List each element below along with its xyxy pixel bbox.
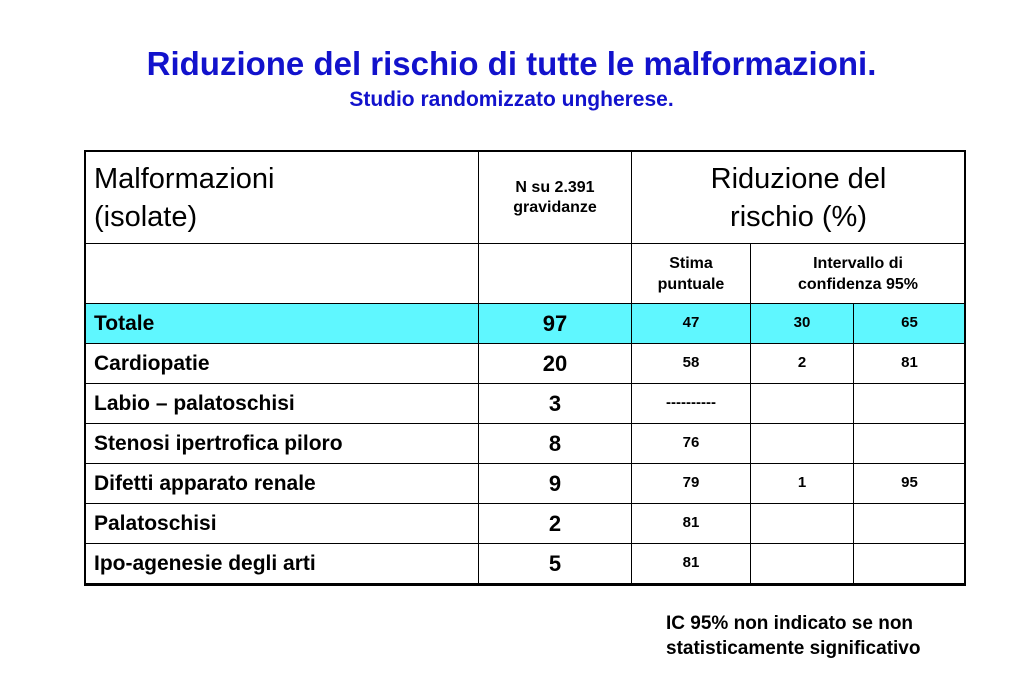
row-ic-low [751,504,854,544]
subheader-intervallo-line2: confidenza 95% [798,275,919,293]
row-ic-high: 81 [854,344,966,384]
row-stima: 76 [632,424,751,464]
row-stima: 81 [632,504,751,544]
row-n: 97 [479,304,632,344]
slide-subtitle: Studio randomizzato ungherese. [349,88,674,111]
table-row [86,544,966,584]
header-riduzione-line2: rischio (%) [730,200,867,233]
row-n: 5 [479,544,632,584]
subheader-intervallo-line1: Intervallo di [813,254,903,272]
row-ic-low: 30 [751,304,854,344]
table-row [86,424,966,464]
row-name: Labio – palatoschisi [86,384,479,424]
row-stima: 81 [632,544,751,584]
row-n: 3 [479,384,632,424]
footnote-line1: IC 95% non indicato se non [666,613,914,634]
row-name: Difetti apparato renale [86,464,479,504]
row-ic-high: 95 [854,464,966,504]
table-row [86,384,966,424]
row-ic-low [751,544,854,584]
header-malformazioni-line1: Malformazioni [94,162,275,195]
row-n: 9 [479,464,632,504]
subheader-empty-2 [479,244,632,304]
row-stima: ---------- [632,384,751,424]
header-riduzione-line1: Riduzione del [710,162,887,195]
row-name: Stenosi ipertrofica piloro [86,424,479,464]
row-n: 8 [479,424,632,464]
table-row [86,504,966,544]
subheader-stima [632,244,751,304]
row-n: 2 [479,504,632,544]
footnote-line2: statisticamente significativo [666,638,921,659]
row-ic-low [751,384,854,424]
row-stima: 58 [632,344,751,384]
table-row [86,344,966,384]
header-riduzione-rischio [632,152,966,244]
malformations-table [85,151,966,584]
subheader-empty-1 [86,244,479,304]
row-ic-high [854,544,966,584]
row-name: Cardiopatie [86,344,479,384]
table-row [86,464,966,504]
row-name: Totale [86,304,479,344]
subheader-stima-line2: puntuale [657,275,725,293]
row-n: 20 [479,344,632,384]
header-n-gravidanze [479,152,632,244]
table-row-totale [86,304,966,344]
row-ic-high [854,504,966,544]
row-name: Ipo-agenesie degli arti [86,544,479,584]
table-subheader-row [86,244,966,304]
subheader-stima-line1: Stima [669,254,713,272]
row-ic-low: 2 [751,344,854,384]
header-malformazioni [86,152,479,244]
subheader-intervallo [751,244,966,304]
header-n-line1: N su 2.391 [515,178,595,196]
header-malformazioni-line2: (isolate) [94,200,198,233]
row-ic-high [854,424,966,464]
row-ic-high [854,384,966,424]
footnote [666,611,920,661]
row-ic-high: 65 [854,304,966,344]
table-header-row [86,152,966,244]
row-stima: 47 [632,304,751,344]
header-n-line2: gravidanze [513,198,597,216]
row-ic-low: 1 [751,464,854,504]
row-stima: 79 [632,464,751,504]
row-ic-low [751,424,854,464]
row-name: Palatoschisi [86,504,479,544]
slide-title: Riduzione del rischio di tutte le malformazioni. [146,45,877,82]
